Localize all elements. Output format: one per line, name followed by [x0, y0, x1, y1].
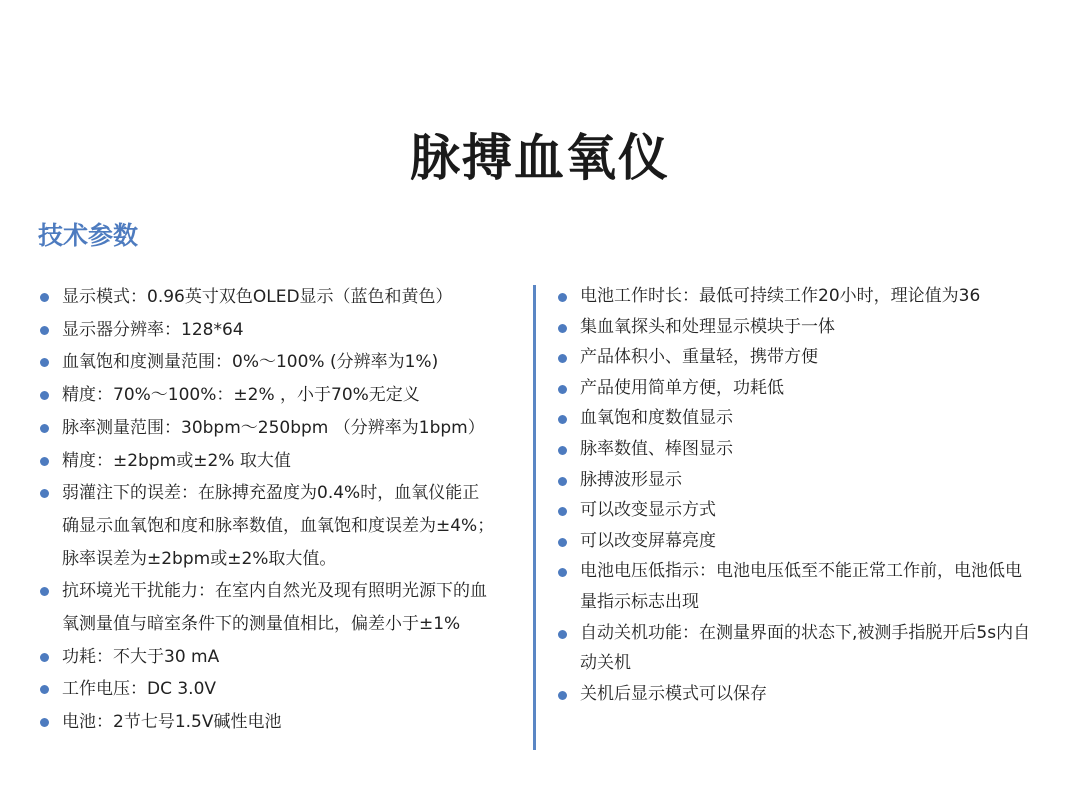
spec-item [38, 379, 523, 412]
bullet-dot-icon [558, 293, 567, 302]
bullet-dot-icon [40, 424, 49, 433]
spec-item [38, 314, 523, 347]
bullet-dot-icon [558, 354, 567, 363]
bullet-dot-icon [40, 653, 49, 662]
spec-item [38, 445, 523, 478]
spec-item-text: 可以改变屏幕亮度 [580, 530, 716, 551]
spec-item [556, 495, 1056, 526]
spec-item-text: 电池电压低指示：电池电压低至不能正常工作前，电池低电 [580, 561, 1022, 582]
bullet-dot-icon [40, 326, 49, 335]
spec-item [556, 373, 1056, 404]
bullet-dot-icon [558, 415, 567, 424]
spec-item-text: 脉率误差为±2bpm或±2%取大值。 [62, 548, 337, 569]
spec-item [38, 673, 523, 706]
spec-item [556, 556, 1056, 617]
spec-item [38, 346, 523, 379]
spec-item-text: 电池：2节七号1.5V碱性电池 [62, 712, 282, 733]
spec-item-text: 电池工作时长：最低可持续工作20小时，理论值为36 [580, 286, 981, 306]
spec-item [556, 281, 1056, 312]
spec-item-text: 脉率数值、棒图显示 [580, 438, 733, 459]
spec-column-right [556, 281, 1056, 709]
spec-item-text: 氧测量值与暗室条件下的测量值相比，偏差小于±1% [62, 614, 461, 635]
spec-item-text: 关机后显示模式可以保存 [580, 683, 767, 704]
spec-item-text: 动关机 [580, 653, 631, 674]
spec-item [556, 342, 1056, 373]
bullet-dot-icon [558, 385, 567, 394]
spec-item [556, 618, 1056, 679]
spec-item-text: 显示模式：0.96英寸双色OLED显示（蓝色和黄色） [62, 287, 453, 307]
spec-item-text: 量指示标志出现 [580, 591, 699, 612]
bullet-dot-icon [40, 685, 49, 694]
bullet-dot-icon [558, 507, 567, 516]
spec-item-text: 抗环境光干扰能力：在室内自然光及现有照明光源下的血 [62, 581, 487, 602]
spec-item-text: 显示器分辨率：128*64 [62, 319, 244, 340]
spec-item [556, 312, 1056, 343]
spec-item-text: 产品使用简单方便，功耗低 [580, 377, 784, 398]
page-title: 脉搏血氧仪 [410, 128, 670, 187]
spec-item-text: 产品体积小、重量轻，携带方便 [580, 347, 818, 368]
spec-item-text: 确显示血氧饱和度和脉率数值，血氧饱和度误差为±4%； [62, 515, 495, 536]
bullet-dot-icon [40, 718, 49, 727]
bullet-dot-icon [558, 538, 567, 547]
spec-item-text: 脉搏波形显示 [580, 469, 682, 490]
spec-column-left [38, 281, 523, 739]
spec-item [38, 412, 523, 445]
spec-item [556, 403, 1056, 434]
bullet-dot-icon [40, 457, 49, 466]
bullet-dot-icon [40, 391, 49, 400]
spec-item-text: 精度：70%～100%：±2% ，小于70%无定义 [62, 385, 420, 406]
spec-item [556, 465, 1056, 496]
spec-item-text: 血氧饱和度测量范围：0%～100% (分辨率为1%) [62, 352, 439, 373]
bullet-dot-icon [558, 630, 567, 639]
bullet-dot-icon [40, 358, 49, 367]
spec-item-text: 脉率测量范围：30bpm～250bpm （分辨率为1bpm） [62, 417, 485, 438]
spec-item-text: 功耗：不大于30 mA [62, 646, 220, 667]
spec-item [38, 477, 523, 575]
spec-item-text: 集血氧探头和处理显示模块于一体 [580, 316, 835, 337]
spec-list-right [556, 281, 1056, 709]
spec-item-text: 弱灌注下的误差：在脉搏充盈度为0.4%时，血氧仪能正 [62, 483, 480, 504]
spec-item-text: 血氧饱和度数值显示 [580, 408, 733, 429]
spec-item-text: 自动关机功能：在测量界面的状态下,被测手指脱开后5s内自 [580, 622, 1031, 643]
spec-item-text: 精度：±2bpm或±2% 取大值 [62, 450, 291, 471]
spec-item [556, 434, 1056, 465]
spec-item [38, 641, 523, 674]
spec-item [556, 679, 1056, 710]
bullet-dot-icon [40, 489, 49, 498]
column-divider [533, 285, 536, 750]
bullet-dot-icon [558, 446, 567, 455]
section-heading: 技术参数 [38, 221, 139, 250]
bullet-dot-icon [558, 324, 567, 333]
spec-item [38, 575, 523, 640]
spec-item [38, 281, 523, 314]
bullet-dot-icon [558, 691, 567, 700]
spec-item [38, 706, 523, 739]
bullet-dot-icon [40, 293, 49, 302]
bullet-dot-icon [558, 568, 567, 577]
bullet-dot-icon [40, 587, 49, 596]
spec-item-text: 工作电压：DC 3.0V [62, 679, 217, 700]
spec-list-left [38, 281, 523, 739]
spec-item [556, 526, 1056, 557]
spec-item-text: 可以改变显示方式 [580, 500, 716, 521]
bullet-dot-icon [558, 477, 567, 486]
